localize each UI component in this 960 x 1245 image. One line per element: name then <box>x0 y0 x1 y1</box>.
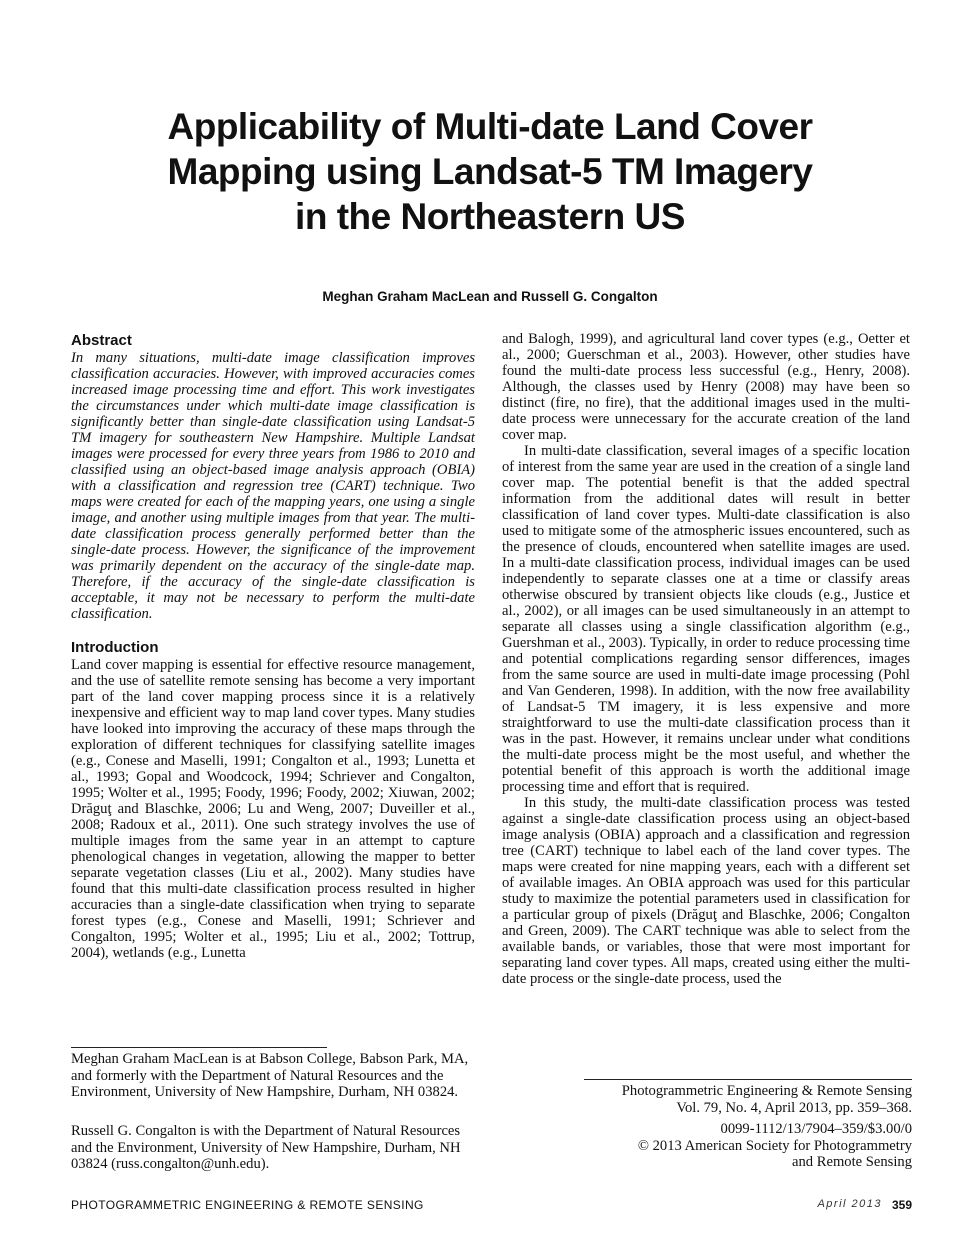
abstract-heading: Abstract <box>71 332 132 349</box>
author-footnote-2: Russell G. Congalton is with the Department of Natural Resources and the Environment, University of New Hampshire, Durham, NH 03824 (russ.congalton@unh.edu). <box>71 1123 461 1172</box>
paper-title <box>100 104 880 239</box>
intro-paragraph-1-continued: and Balogh, 1999), and agricultural land cover types (e.g., Oetter et al., 2000; Guerschman et al., 2003). However, other studies have found the multi-date process less successful (e.g., Henry, 2008). Although, the classes used by Henry (2008) may have been so distinct (fire, no fire), that the additional images used in the multi-date process were unnecessary for the accurate creation of the land cover map. <box>502 331 910 443</box>
author-footnote-1: Meghan Graham MacLean is at Babson College, Babson Park, MA, and formerly with the Department of Natural Resources and the Environment, University of New Hampshire, Durham, NH 03824. <box>71 1051 469 1100</box>
running-footer-date: April 2013 <box>817 1198 882 1210</box>
intro-paragraph-3: In this study, the multi-date classification process was tested against a single-date classification process using an object-based image analysis (OBIA) approach and a classification and regression tree (CART) technique to label each of the land cover types. The maps were created for nine mapping years, each with a different set of available images. An OBIA approach was used for this particular study to maximize the potential parameters used in classification for a particular group of pixels (Drăguţ and Blaschke, 2006; Congalton and Green, 2009). The CART technique was able to select from the available bands, or variables, those that were most important for separating land cover types. All maps, created using either the multi-date process or the single-date process, used the <box>502 795 910 987</box>
publication-divider <box>584 1079 912 1080</box>
right-column <box>502 331 910 987</box>
footnote-divider <box>71 1047 327 1048</box>
introduction-heading: Introduction <box>71 639 159 656</box>
running-footer-journal: PHOTOGRAMMETRIC ENGINEERING & REMOTE SENSING <box>71 1198 424 1212</box>
abstract-text: In many situations, multi-date image classification improves classification accuracies. However, with improved accuracies comes increased image processing time and effort. This work investigates the circumstances under which multi-date image classification is significantly better than single-date classification using Landsat-5 TM imagery for southeastern New Hampshire. Multiple Landsat images were processed for every three years from 1986 to 2010 and classified using an object-based image analysis approach (OBIA) with a classification and regression tree (CART) technique. Two maps were created for each of the mapping years, one using a single image, and another using multiple images from that year. The multi-date classification process generally performed better than the single-date process. However, the significance of the improvement was primarily dependent on the accuracy of the single-date map. Therefore, if the accuracy of the single-date classification is acceptable, it may not be necessary to perform the multi-date classification. <box>71 350 475 622</box>
publication-code: 0099-1112/13/7904–359/$3.00/0 <box>720 1121 912 1137</box>
left-column <box>71 331 475 961</box>
publication-copyright-2: and Remote Sensing <box>792 1154 912 1170</box>
publication-copyright: © 2013 American Society for Photogrammetry <box>637 1137 912 1154</box>
title-line-3: in the Northeastern US <box>295 196 685 237</box>
publication-volume: Vol. 79, No. 4, April 2013, pp. 359–368. <box>676 1099 912 1116</box>
title-line-2: Mapping using Landsat-5 TM Imagery <box>167 151 813 192</box>
intro-paragraph-1: Land cover mapping is essential for effective resource management, and the use of satellite remote sensing has become a very important part of the land cover mapping process since it is a relatively inexpensive and efficient way to map land cover types. Many studies have looked into improving the accuracy of these maps through the exploration of different techniques for classifying satellite images (e.g., Conese and Maselli, 1991; Congalton et al., 1993; Lunetta et al., 1993; Gopal and Woodcock, 1994; Schriever and Congalton, 1995; Wolter et al., 1995; Foody, 1996; Foody, 2002; Xiuwan, 2002; Drăguţ and Blaschke, 2006; Lu and Weng, 2007; Duveiller et al., 2008; Radoux et al., 2011). One such strategy involves the use of multiple images from the same year in an attempt to capture phenological changes in vegetation, allowing the mapper to better separate vegetation classes (Liu et al., 2002). Many studies have found that this multi-date classification process resulted in higher accuracies than a single-date classification when trying to separate forest types (e.g., Conese and Maselli, 1991; Schriever and Congalton, 1995; Wolter et al., 1995; Liu et al., 2002; Tottrup, 2004), wetlands (e.g., Lunetta <box>71 657 475 961</box>
publication-citation <box>572 1083 912 1116</box>
publication-copyright-block <box>572 1121 912 1171</box>
title-line-1: Applicability of Multi-date Land Cover <box>167 106 813 147</box>
page-number: 359 <box>891 1198 912 1212</box>
intro-paragraph-2: In multi-date classification, several images of a specific location of interest from the same year are used in the creation of a single land cover map. The potential benefit is that the added spectral information from the additional dates will result in better classification of land cover types. Multi-date classification is also used to mitigate some of the atmospheric issues encountered, such as the presence of clouds, encountered when satellite images are used. In a multi-date classification process, individual images can be used independently to separate classes one at a time or classify areas otherwise obscured by transient objects like clouds (e.g., Justice et al., 2002), or all images can be used simultaneously in an attempt to separate all classes using a single classification algorithm (e.g., Guershman et al., 2003). Typically, in order to reduce processing time and potential complications regarding sensor differences, images from the same source are used in multi-date image processing (Pohl and Van Genderen, 1998). In addition, with the now free availability of Landsat-5 TM imagery, it is less expensive and more straightforward to use the multi-date classification process than it was in the past. However, it remains unclear under what conditions the multi-date process might be the most useful, and whether the potential benefit of this approach is worth the additional image processing time and effort that is required. <box>502 443 910 795</box>
publication-journal: Photogrammetric Engineering & Remote Sensing <box>621 1083 912 1099</box>
author-list: Meghan Graham MacLean and Russell G. Congalton <box>322 289 658 304</box>
